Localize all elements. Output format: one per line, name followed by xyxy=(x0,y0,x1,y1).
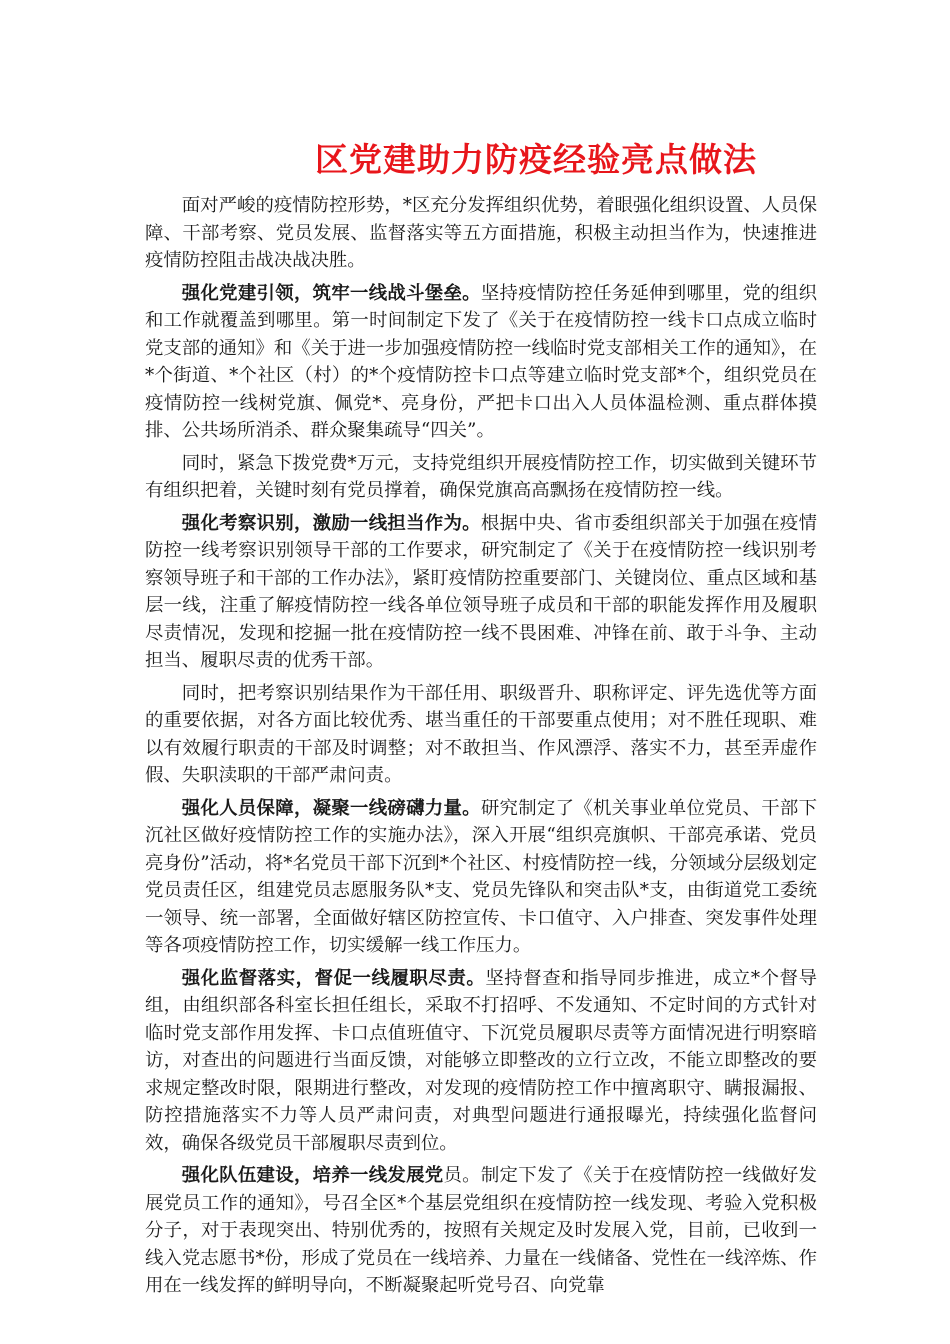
paragraph-text: 根据中央、省市委组织部关于加强在疫情防控一线考察识别领导干部的工作要求，研究制定了《关于在疫情防控一线识别考察领导班子和干部的工作办法》，紧盯疫情防控重要部门、关键岗位、重点区域和基层一线，注重了解疫情防控一线各单位领导班子成员和干部的职能发挥作用及履职尽责情况，发现和挖掘一批在疫情防控一线不畏困难、冲锋在前、敢于斗争、主动担当、履职尽责的优秀干部。 xyxy=(145,512,817,671)
paragraph-party-fees xyxy=(145,450,817,505)
paragraph-inspection-results xyxy=(145,680,817,790)
paragraph-text: 同时，把考察识别结果作为干部任用、职级晋升、职称评定、评先选优等方面的重要依据，对各方面比较优秀、堪当重任的干部要重点使用；对不胜任现职、难以有效履行职责的干部及时调整；对不敢担当、作风漂浮、落实不力，甚至弄虚作假、失职渎职的干部严肃问责。 xyxy=(145,682,817,786)
paragraph-lead: 强化考察识别，激励一线担当作为。 xyxy=(181,512,481,534)
paragraph-supervision xyxy=(145,965,817,1158)
paragraph-lead: 强化队伍建设，培养一线发展党 xyxy=(181,1165,444,1186)
paragraph-text: 坚持督查和指导同步推进，成立*个督导组，由组织部各科室长担任组长，采取不打招呼、不发通知、不定时间的方式针对临时党支部作用发挥、卡口点值班值守、下沉党员履职尽责等方面情况进行明察暗访，对查出的问题进行当面反馈，对能够立即整改的立行立改，不能立即整改的要求规定整改时限，限期进行整改，对发现的疫情防控工作中擅离职守、瞒报漏报、防控措施落实不力等人员严肃问责，对典型问题进行通报曝光，持续强化监督问效，确保各级党员干部履职尽责到位。 xyxy=(145,967,817,1154)
paragraph-text: 面对严峻的疫情防控形势，*区充分发挥组织优势，着眼强化组织设置、人员保障、干部考察、党员发展、监督落实等五方面措施，积极主动担当作为，快速推进疫情防控阻击战决战决胜。 xyxy=(145,195,817,271)
document-title: 区党建助力防疫经验亮点做法 xyxy=(315,140,757,179)
paragraph-text: 同时，紧急下拨党费*万元，支持党组织开展疫情防控工作，切实做到关键环节有组织把着，关键时刻有党员撑着，确保党旗高高飘扬在疫情防控一线。 xyxy=(145,452,817,501)
paragraph-intro xyxy=(145,192,817,275)
paragraph-lead: 强化人员保障，凝聚一线磅礴力量。 xyxy=(181,797,481,819)
paragraph-text: 员。制定下发了《关于在疫情防控一线做好发展党员工作的通知》，号召全区*个基层党组织在疫情防控一线发现、考验入党积极分子，对于表现突出、特别优秀的，按照有关规定及时发展入党，目前，已收到一线入党志愿书*份，形成了党员在一线培养、力量在一线储备、党性在一线淬炼、作用在一线发挥的鲜明导向，不断凝聚起听党号召、向党靠 xyxy=(145,1165,817,1296)
paragraph-lead: 强化监督落实，督促一线履职尽责。 xyxy=(181,967,486,989)
paragraph-personnel xyxy=(145,795,817,960)
paragraph-text: 坚持疫情防控任务延伸到哪里，党的组织和工作就覆盖到哪里。第一时间制定下发了《关于在疫情防控一线卡口点成立临时党支部的通知》和《关于进一步加强疫情防控一线临时党支部相关工作的通知》，在*个街道、*个社区（村）的*个疫情防控卡口点等建立临时党支部*个，组织党员在疫情防控一线树党旗、佩党*、亮身份，严把卡口出入人员体温检测、重点群体摸排、公共场所消杀、群众聚集疏导“四关”。 xyxy=(145,282,817,441)
paragraph-text: 研究制定了《机关事业单位党员、干部下沉社区做好疫情防控工作的实施办法》，深入开展“组织亮旗帜、干部亮承诺、党员亮身份”活动，将*名党员干部下沉到*个社区、村疫情防控一线，分领域分层级划定党员责任区，组建党员志愿服务队*支、党员先锋队和突击队*支，由街道党工委统一领导、统一部署，全面做好辖区防控宣传、卡口值守、入户排查、突发事件处理等各项疫情防控工作，切实缓解一线工作压力。 xyxy=(145,797,817,956)
paragraph-lead: 强化党建引领，筑牢一线战斗堡垒。 xyxy=(181,282,481,304)
paragraph-inspection xyxy=(145,510,817,675)
paragraph-team-building xyxy=(145,1162,817,1300)
paragraph-party-building xyxy=(145,280,817,445)
document-page xyxy=(145,138,817,1305)
